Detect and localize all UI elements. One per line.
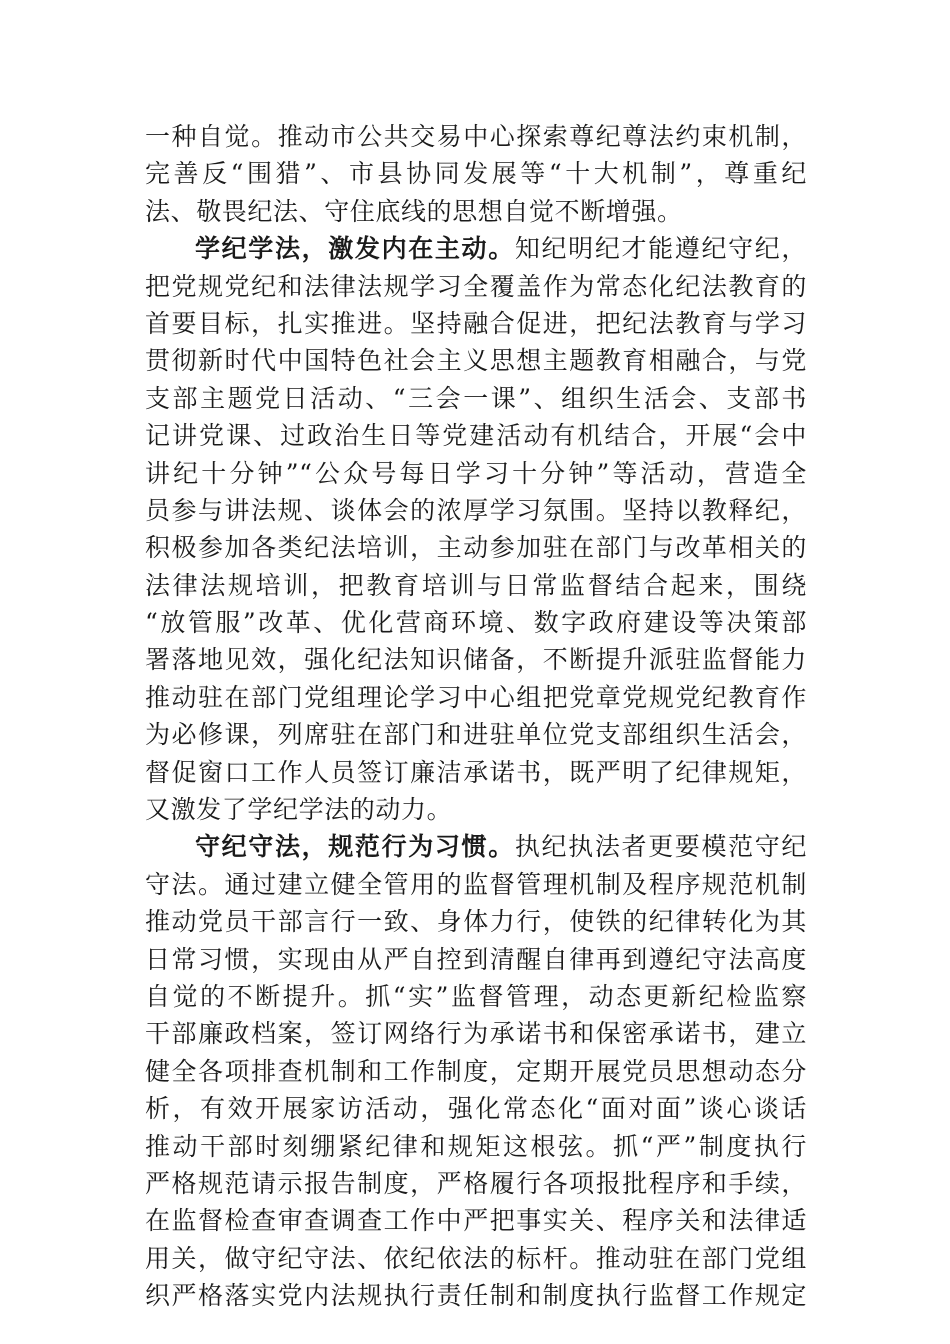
text-run: 执纪执法者更要模范守纪 xyxy=(514,832,808,862)
text-line: 推动驻在部门党组理论学习中心组把党章党规党纪教育作 xyxy=(145,682,807,712)
text-line: 法律法规培训，把教育培训与日常监督结合起来，围绕 xyxy=(145,570,807,600)
text-line: 守法。通过建立健全管用的监督管理机制及程序规范机制 xyxy=(145,869,807,899)
text-line: 自觉的不断提升。抓“实”监督管理，动态更新纪检监察 xyxy=(145,981,807,1011)
text-run: 知纪明纪才能遵纪守纪， xyxy=(514,234,808,264)
text-line: 记讲党课、过政治生日等党建活动有机结合，开展“会中 xyxy=(145,421,807,451)
paragraph-3 xyxy=(145,828,807,1314)
text-line: 首要目标，扎实推进。坚持融合促进，把纪法教育与学习 xyxy=(145,308,807,338)
paragraph-1 xyxy=(145,118,807,230)
text-line: 讲纪十分钟”“公众号每日学习十分钟”等活动，营造全 xyxy=(145,458,807,488)
text-line: 用关，做守纪守法、依纪依法的标杆。推动驻在部门党组 xyxy=(145,1243,807,1273)
text-line: 为必修课，列席驻在部门和进驻单位党支部组织生活会， xyxy=(145,720,807,750)
text-line: 在监督检查审查调查工作中严把事实关、程序关和法律适 xyxy=(145,1206,807,1236)
section-heading-study: 学纪学法，激发内在主动。 xyxy=(195,234,515,264)
text-line: 督促窗口工作人员签订廉洁承诺书，既严明了纪律规矩， xyxy=(145,757,807,787)
text-line: 法、敬畏纪法、守住底线的思想自觉不断增强。 xyxy=(145,196,683,226)
text-line: 干部廉政档案，签订网络行为承诺书和保密承诺书，建立 xyxy=(145,1019,807,1049)
text-line: 贯彻新时代中国特色社会主义思想主题教育相融合，与党 xyxy=(145,346,807,376)
text-line: 健全各项排查机制和工作制度，定期开展党员思想动态分 xyxy=(145,1056,807,1086)
text-line: 日常习惯，实现由从严自控到清醒自律再到遵纪守法高度 xyxy=(145,944,807,974)
text-line: 析，有效开展家访活动，强化常态化“面对面”谈心谈话 xyxy=(145,1094,807,1124)
text-line: 支部主题党日活动、“三会一课”、组织生活会、支部书 xyxy=(145,383,807,413)
paragraph-2 xyxy=(145,230,807,828)
text-line: 推动干部时刻绷紧纪律和规矩这根弦。抓“严”制度执行 xyxy=(145,1131,807,1161)
paragraph-first-line xyxy=(145,230,807,267)
text-line: 严格规范请示报告制度，严格履行各项报批程序和手续， xyxy=(145,1168,807,1198)
text-line: “放管服”改革、优化营商环境、数字政府建设等决策部 xyxy=(145,608,807,638)
section-heading-observe: 守纪守法，规范行为习惯。 xyxy=(195,832,515,862)
text-line: 署落地见效，强化纪法知识储备，不断提升派驻监督能力 xyxy=(145,645,807,675)
paragraph-first-line xyxy=(145,828,807,865)
text-line: 一种自觉。推动市公共交易中心探索尊纪尊法约束机制， xyxy=(145,122,807,151)
document-body xyxy=(145,118,807,1315)
text-line: 推动党员干部言行一致、身体力行，使铁的纪律转化为其 xyxy=(145,907,807,937)
text-line: 又激发了学纪学法的动力。 xyxy=(145,795,453,825)
text-line: 完善反“围猎”、市县协同发展等“十大机制”，尊重纪 xyxy=(145,159,807,189)
text-line: 织严格落实党内法规执行责任制和制度执行监督工作规定 xyxy=(145,1281,807,1311)
text-line: 积极参加各类纪法培训，主动参加驻在部门与改革相关的 xyxy=(145,533,807,563)
text-line: 员参与讲法规、谈体会的浓厚学习氛围。坚持以教释纪， xyxy=(145,495,807,525)
text-line: 把党规党纪和法律法规学习全覆盖作为常态化纪法教育的 xyxy=(145,271,807,301)
